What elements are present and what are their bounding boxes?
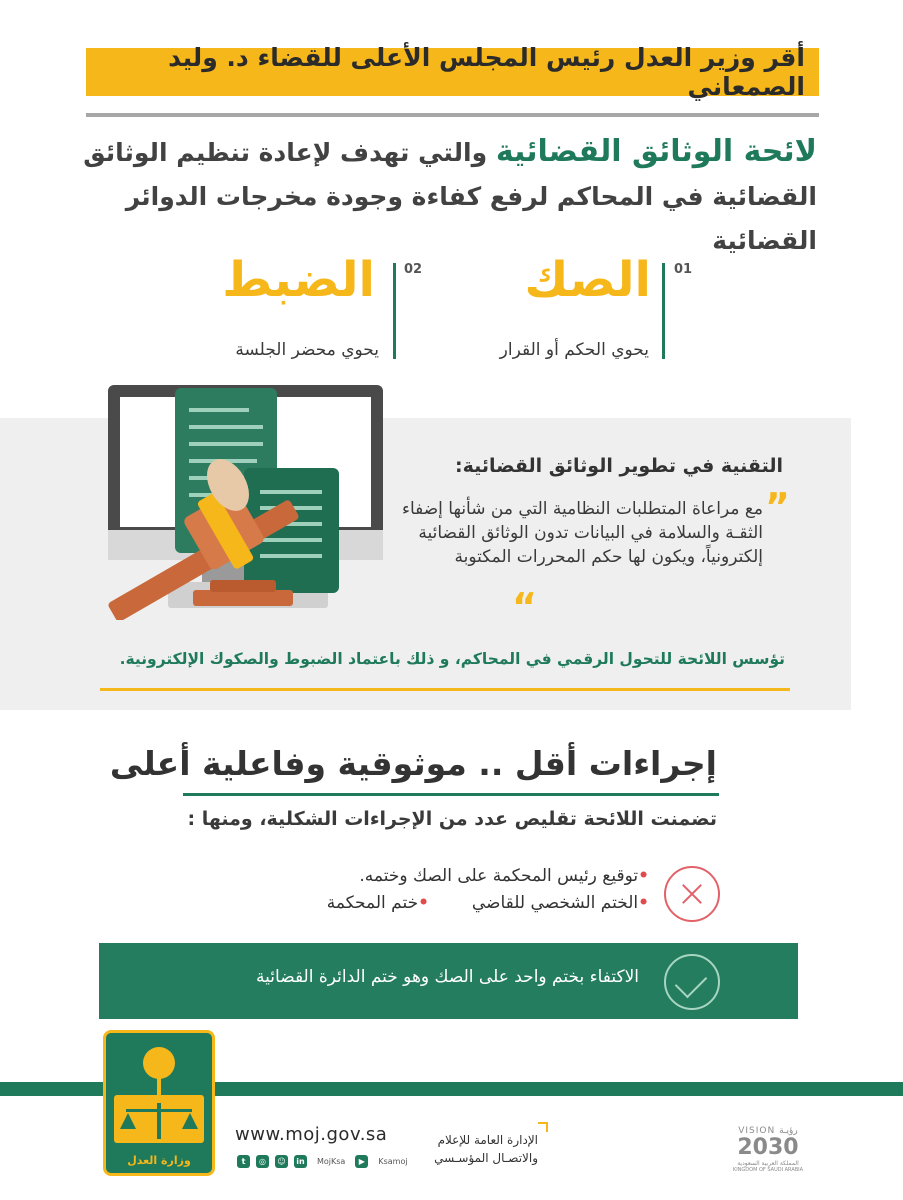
- removed-item-3: •ختم المحكمة: [326, 893, 429, 913]
- tech-quote: مع مراعاة المتطلبات النظامية التي من شأنها إضفاء الثقـة والسلامة في البيانات تدون الوثائق القضائية إلكترونياً، ويكون لها حكم المحررات المكتوبة: [401, 499, 763, 567]
- removed-item-1: •توقيع رئيس المحكمة على الصك وختمه.: [359, 866, 649, 886]
- digital-transformation-note: تؤسس اللائحة للتحول الرقمي في المحاكم، و ذلك باعتماد الضبوط والصكوك الإلكترونية.: [119, 650, 785, 668]
- handle-ksamoj[interactable]: Ksamoj: [378, 1157, 408, 1166]
- bullet-icon: •: [418, 893, 429, 913]
- header-banner: [86, 43, 819, 101]
- judicial-illustration: [98, 380, 398, 620]
- headline-line2: القضائية في المحاكم لرفع كفاءة وجودة مخرجات الدوائر القضائية: [125, 182, 817, 255]
- bullet-icon: •: [638, 866, 649, 886]
- procedures-title: إجراءات أقل .. موثوقية وفاعلية أعلى: [109, 744, 717, 783]
- emblem-icon: [106, 1033, 212, 1173]
- handle-mojksa[interactable]: MojKsa: [317, 1157, 346, 1166]
- banner-text: أقر وزير العدل رئيس المجلس الأعلى للقضاء د. وليد الصمعاني: [168, 43, 805, 101]
- tech-title: التقنية في تطوير الوثائق القضائية:: [454, 455, 783, 477]
- definition-number-1: 01: [674, 262, 693, 277]
- definition-text-2: يحوي محضر الجلسة: [235, 340, 379, 360]
- definition-text-1: يحوي الحكم أو القرار: [499, 340, 649, 360]
- ministry-logo: [103, 1030, 215, 1176]
- definition-bar-1: [662, 263, 665, 359]
- definition-bar-2: [393, 263, 396, 359]
- close-quote-icon: “: [512, 585, 537, 629]
- snapchat-icon[interactable]: ☺: [275, 1155, 288, 1168]
- definition-number-2: 02: [404, 262, 423, 277]
- definition-title-2: الضبط: [222, 252, 375, 308]
- department-name: الإدارة العامة للإعلام والاتصـال المؤسـسي: [434, 1133, 538, 1165]
- gold-divider: [100, 688, 790, 691]
- dept-corner-icon: [538, 1122, 548, 1132]
- instagram-icon[interactable]: ◎: [256, 1155, 269, 1168]
- headline: [77, 130, 817, 263]
- headline-highlight: لائحة الوثائق القضائية: [495, 134, 817, 169]
- social-links: [237, 1155, 412, 1168]
- removed-item-2: •الختم الشخصي للقاضي: [471, 893, 649, 913]
- emblem-caption: وزارة العدل: [127, 1154, 191, 1167]
- procedures-underline: [183, 793, 719, 796]
- vision-2030-logo: VISION رؤيـة 2030 المملكة العربية السعودية KINGDOM OF SAUDI ARABIA: [732, 1126, 804, 1173]
- twitter-icon[interactable]: t: [237, 1155, 250, 1168]
- bullet-icon: •: [638, 893, 649, 913]
- kept-procedure-text: الاكتفاء بختم واحد على الصك وهو ختم الدائرة القضائية: [256, 967, 639, 987]
- linkedin-icon[interactable]: in: [294, 1155, 307, 1168]
- headline-rest: والتي تهدف لإعادة تنظيم الوثائق: [83, 138, 496, 167]
- x-circle-icon: [664, 866, 720, 922]
- definition-title-1: الصك: [524, 252, 651, 308]
- website-link[interactable]: www.moj.gov.sa: [235, 1124, 388, 1145]
- divider: [86, 113, 819, 117]
- youtube-icon[interactable]: ▶: [355, 1155, 368, 1168]
- procedures-subtitle: تضمنت اللائحة تقليص عدد من الإجراءات الشكلية، ومنها :: [187, 808, 717, 830]
- open-quote-icon: ”: [765, 485, 790, 529]
